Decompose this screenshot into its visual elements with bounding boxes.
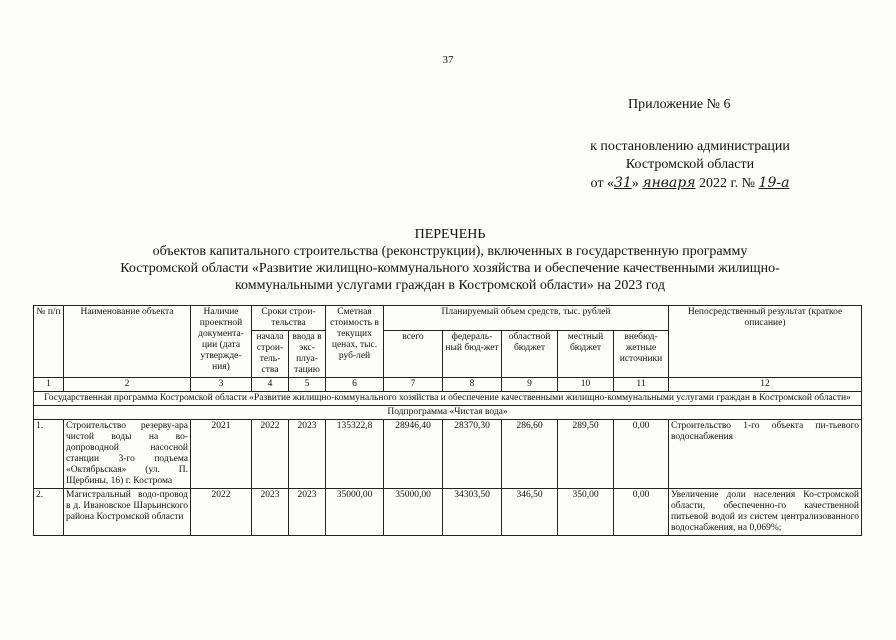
row-name: Строительство резерву-ара чистой воды на во-допроводной насосной станции 3-го подъема «Октябрьская» (ул. П. Щербины, 16) г. Кострома	[64, 420, 191, 489]
objects-table	[33, 305, 862, 536]
subprogram-row	[34, 406, 862, 420]
title-line-3: коммунальными услугами граждан в Костромской области» на 2023 год	[234, 278, 666, 293]
col-number: 6	[326, 378, 384, 392]
col-number: 2	[64, 378, 191, 392]
col-number: 1	[34, 378, 64, 392]
col-number: 3	[191, 378, 252, 392]
row-cost: 35000,00	[326, 489, 384, 536]
decree-line-1: к постановлению администрации	[590, 139, 790, 154]
decree-day-handwritten: 31	[613, 175, 632, 191]
row-name: Магистральный водо-провод в д. Ивановское Шарьинского района Костромской области	[64, 489, 191, 536]
decree-prefix: от «	[590, 176, 614, 191]
col-number: 4	[252, 378, 289, 392]
header-local: местный бюджет	[558, 331, 614, 378]
header-commission: ввода в экс-плуа-тацию	[289, 331, 326, 378]
row-regional: 346,50	[502, 489, 558, 536]
row-federal: 34303,50	[443, 489, 502, 536]
header-terms: Сроки строи-тельства	[252, 306, 326, 331]
header-docs: Наличие проектной документа-ции (дата утвержде-ния)	[191, 306, 252, 378]
header-cost: Сметная стоимость в текущих ценах, тыс. руб-лей	[326, 306, 384, 378]
row-extra: 0,00	[614, 489, 669, 536]
decree-reference	[545, 138, 835, 193]
subprogram-title: Подпрограмма «Чистая вода»	[34, 406, 862, 420]
header-name: Наименование объекта	[64, 306, 191, 378]
table-row	[34, 489, 862, 536]
title-line-1: объектов капитального строительства (реконструкции), включенных в государственную программу	[152, 244, 748, 259]
row-result: Строительство 1-го объекта пи-тьевого водоснабжения	[669, 420, 862, 489]
header-row-1	[34, 306, 862, 331]
row-docs: 2022	[191, 489, 252, 536]
row-local: 350,00	[558, 489, 614, 536]
header-regional: областной бюджет	[502, 331, 558, 378]
row-extra: 0,00	[614, 420, 669, 489]
row-local: 289,50	[558, 420, 614, 489]
row-num: 2.	[34, 489, 64, 536]
row-federal: 28370,30	[443, 420, 502, 489]
col-number: 11	[614, 378, 669, 392]
decree-year: 2022 г. №	[699, 176, 756, 191]
row-commission: 2023	[289, 420, 326, 489]
row-start: 2023	[252, 489, 289, 536]
col-number: 8	[443, 378, 502, 392]
appendix-label: Приложение № 6	[628, 97, 731, 112]
decree-month-handwritten: января	[642, 175, 696, 191]
header-extra: внебюд-жетные источники	[614, 331, 669, 378]
title-line-2: Костромской области «Развитие жилищно-коммунального хозяйства и обеспечение качественными жилищно-	[120, 261, 780, 276]
col-number: 9	[502, 378, 558, 392]
header-result: Непосредственный результат (краткое описание)	[669, 306, 862, 378]
row-commission: 2023	[289, 489, 326, 536]
row-start: 2022	[252, 420, 289, 489]
program-title: Государственная программа Костромской области «Развитие жилищно-коммунального хозяйства и обеспечение качественными жилищно-коммунальными услугами граждан в Костромской области»	[34, 392, 862, 406]
header-total: всего	[384, 331, 443, 378]
title-heading: ПЕРЕЧЕНЬ	[414, 227, 486, 242]
col-number: 12	[669, 378, 862, 392]
col-number: 7	[384, 378, 443, 392]
header-num: № п/п	[34, 306, 64, 378]
row-num: 1.	[34, 420, 64, 489]
row-total: 35000,00	[384, 489, 443, 536]
decree-mid: »	[631, 176, 639, 191]
row-result: Увеличение доли населения Ко-стромской области, обеспеченно-го качественной питьевой водой из систем централизованного водоснабжения, на 0,069%;	[669, 489, 862, 536]
col-number: 5	[289, 378, 326, 392]
row-docs: 2021	[191, 420, 252, 489]
header-federal: федераль-ный бюд-жет	[443, 331, 502, 378]
program-row	[34, 392, 862, 406]
column-number-row	[34, 378, 862, 392]
table-row	[34, 420, 862, 489]
page-number: 37	[442, 54, 454, 66]
document-title	[60, 226, 840, 294]
col-number: 10	[558, 378, 614, 392]
header-start: начала строи-тель-ства	[252, 331, 289, 378]
decree-date-line	[545, 174, 835, 193]
row-cost: 135322,8	[326, 420, 384, 489]
row-regional: 286,60	[502, 420, 558, 489]
decree-number-handwritten: 19-а	[758, 175, 790, 191]
row-total: 28946,40	[384, 420, 443, 489]
header-funds: Планируемый объем средств, тыс. рублей	[384, 306, 669, 331]
decree-line-2: Костромской области	[625, 157, 755, 172]
